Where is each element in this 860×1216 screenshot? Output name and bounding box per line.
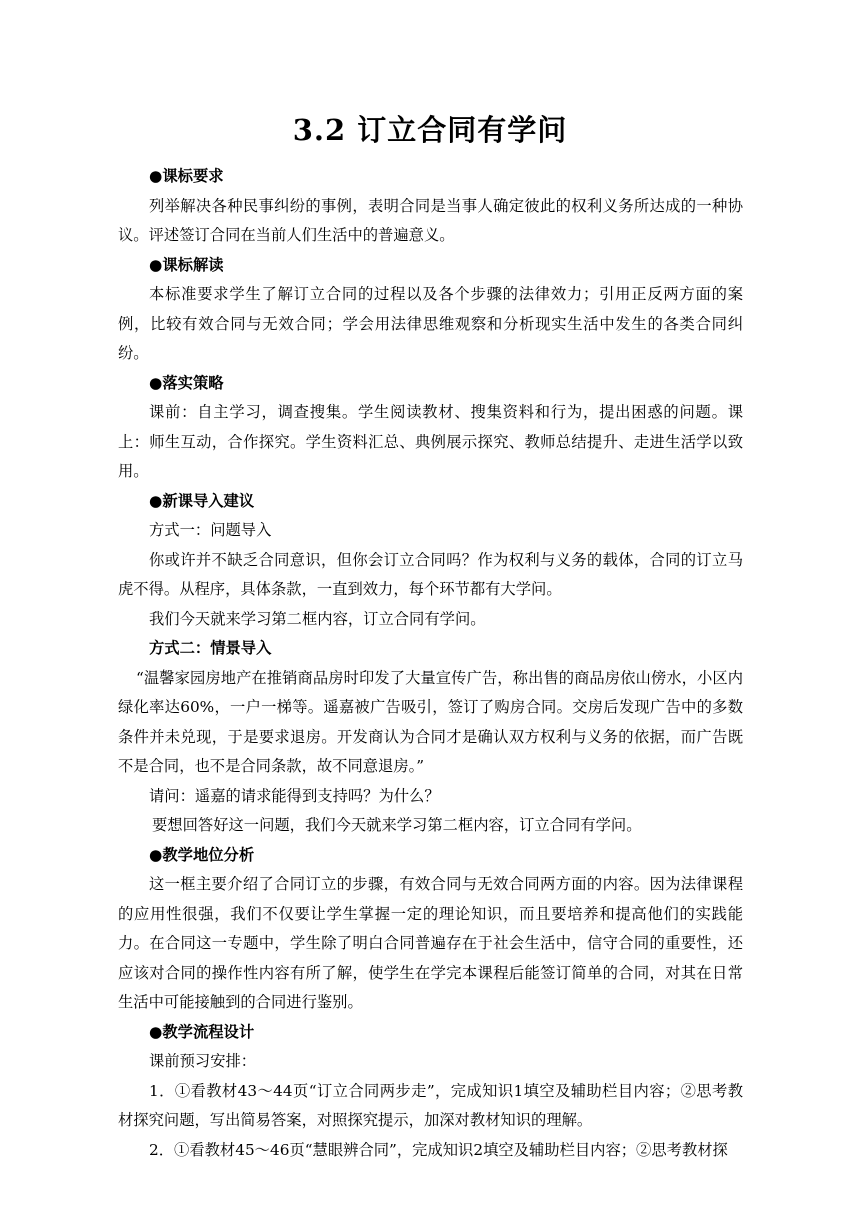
intro-way2-case: “温馨家园房地产在推销商品房时印发了大量宣传广告，称出售的商品房依山傍水，小区内绿化率达60%，一户一梯等。遥嘉被广告吸引，签订了购房合同。交房后发现广告中的多数条件并未兑现，于是要求退房。开发商认为合同才是确认双方权利与义务的依据，而广告既不是合同，也不是合同条款，故不同意退房。” <box>118 668 743 775</box>
intro-way2-question: 请问：遥嘉的请求能得到支持吗？为什么？ <box>149 786 440 805</box>
section-heading-intro: ●新课导入建议 <box>149 491 255 510</box>
paragraph-strategy: 课前：自主学习，调查搜集。学生阅读教材、搜集资料和行为，提出困惑的问题。课上：师生互动，合作探究。学生资料汇总、典例展示探究、教师总结提升、走进生活学以致用。 <box>118 403 743 480</box>
flow-item-1: 1．①看教材43～44页“订立合同两步走”，完成知识1填空及辅助栏目内容；②思考教材探究问题，写出简易答案，对照探究提示，加深对教材知识的理解。 <box>118 1081 743 1129</box>
paragraph-interpret: 本标准要求学生了解订立合同的过程以及各个步骤的法律效力；引用正反两方面的案例，比较有效合同与无效合同；学会用法律思维观察和分析现实生活中发生的各类合同纠纷。 <box>118 285 743 362</box>
section-heading-position: ●教学地位分析 <box>149 845 255 864</box>
intro-way1-end: 我们今天就来学习第二框内容，订立合同有学问。 <box>149 609 486 628</box>
section-heading-flow: ●教学流程设计 <box>149 1022 255 1041</box>
intro-way2-end: 要想回答好这一问题，我们今天就来学习第二框内容，订立合同有学问。 <box>152 816 642 834</box>
page-title: 3.2 订立合同有学问 <box>292 113 568 147</box>
section-heading-standard: ●课标要求 <box>149 167 224 185</box>
intro-way1-text: 你或许并不缺乏合同意识，但你会订立合同吗？作为权利与义务的载体，合同的订立马虎不得。从程序，具体条款，一直到效力，每个环节都有大学问。 <box>118 550 743 598</box>
paragraph-standard: 列举解决各种民事纠纷的事例，表明合同是当事人确定彼此的权利义务所达成的一种协议。评述签订合同在当前人们生活中的普遍意义。 <box>118 196 743 244</box>
document-body <box>118 162 743 1165</box>
flow-preview-label: 课前预习安排： <box>149 1052 257 1070</box>
paragraph-position: 这一框主要介绍了合同订立的步骤，有效合同与无效合同两方面的内容。因为法律课程的应用性很强，我们不仅要让学生掌握一定的理论知识，而且要培养和提高他们的实践能力。在合同这一专题中，学生除了明白合同普遍存在于社会生活中，信守合同的重要性，还应该对合同的操作性内容有所了解，使学生在学完本课程后能签订简单的合同，对其在日常生活中可能接触到的合同进行鉴别。 <box>118 875 743 1011</box>
section-heading-strategy: ●落实策略 <box>149 373 224 392</box>
intro-way2-label: 方式二：情景导入 <box>149 639 272 657</box>
intro-way1-label: 方式一：问题导入 <box>149 521 272 539</box>
flow-item-2: 2．①看教材45～46页“慧眼辨合同”，完成知识2填空及辅助栏目内容；②思考教材探 <box>149 1140 728 1159</box>
section-heading-interpret: ●课标解读 <box>149 255 224 274</box>
